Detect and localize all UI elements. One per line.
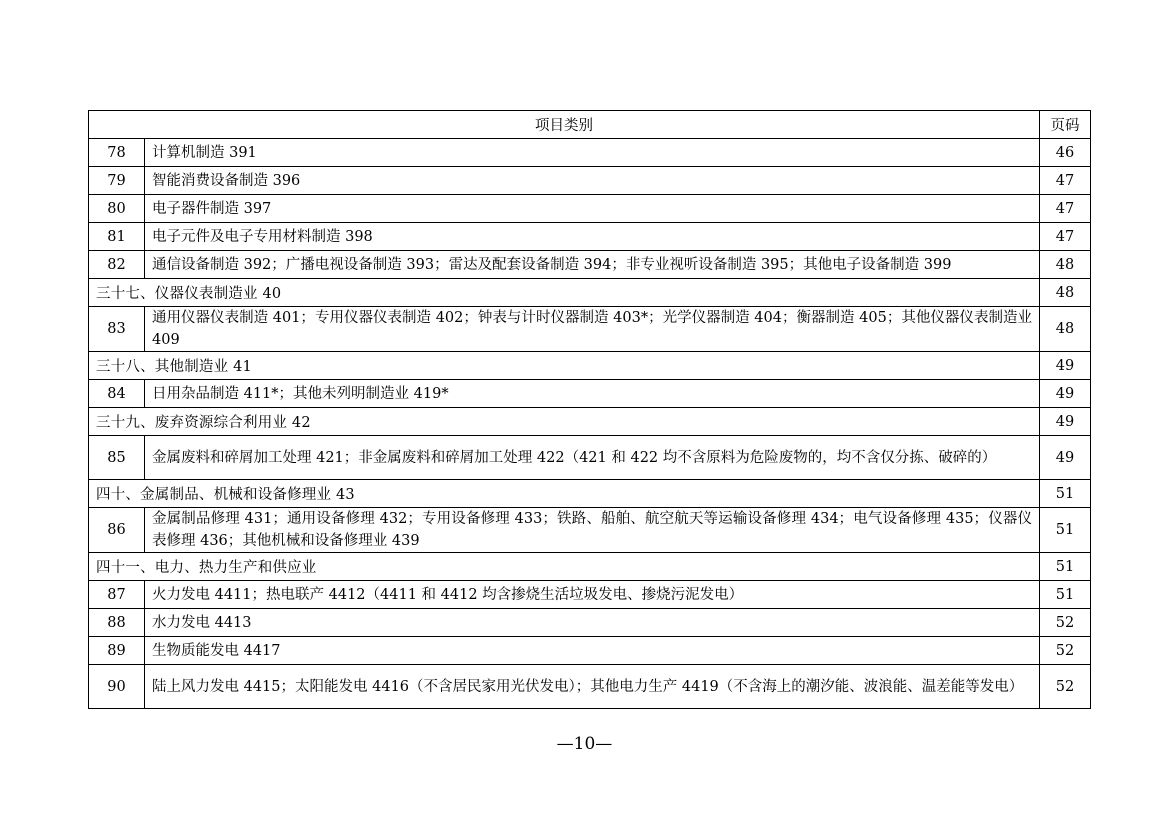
row-page: 49 [1040,352,1091,380]
row-page: 48 [1040,251,1091,279]
row-page: 51 [1040,508,1091,553]
table-row [89,436,1091,480]
row-page: 46 [1040,139,1091,167]
row-description: 智能消费设备制造 396 [145,167,1040,195]
row-description: 水力发电 4413 [145,609,1040,637]
table-row [89,609,1091,637]
section-row [89,408,1091,436]
row-number: 81 [89,223,145,251]
row-page: 49 [1040,436,1091,480]
row-page: 52 [1040,637,1091,665]
row-number: 89 [89,637,145,665]
row-description: 生物质能发电 4417 [145,637,1040,665]
row-number: 79 [89,167,145,195]
row-description: 通用仪器仪表制造 401；专用仪器仪表制造 402；钟表与计时仪器制造 403*；光学仪器制造 404；衡器制造 405；其他仪器仪表制造业 409 [145,307,1040,352]
row-page: 48 [1040,307,1091,352]
row-page: 52 [1040,609,1091,637]
row-page: 47 [1040,223,1091,251]
row-page: 47 [1040,167,1091,195]
row-number: 86 [89,508,145,553]
row-page: 51 [1040,480,1091,508]
row-number: 90 [89,665,145,709]
section-row [89,279,1091,307]
table-row [89,665,1091,709]
page-number: —10— [556,734,613,754]
row-description: 电子元件及电子专用材料制造 398 [145,223,1040,251]
category-header: 项目类别 [89,111,1040,139]
row-number: 80 [89,195,145,223]
row-page: 51 [1040,553,1091,581]
row-description: 计算机制造 391 [145,139,1040,167]
row-description: 日用杂品制造 411*；其他未列明制造业 419* [145,380,1040,408]
table-row [89,581,1091,609]
section-row [89,352,1091,380]
section-title: 三十七、仪器仪表制造业 40 [89,279,1040,307]
row-description: 通信设备制造 392；广播电视设备制造 393；雷达及配套设备制造 394；非专业视听设备制造 395；其他电子设备制造 399 [145,251,1040,279]
section-title: 三十八、其他制造业 41 [89,352,1040,380]
row-page: 51 [1040,581,1091,609]
table-row [89,167,1091,195]
section-title: 四十一、电力、热力生产和供应业 [89,553,1040,581]
row-page: 49 [1040,408,1091,436]
table-row [89,637,1091,665]
catalog-table [88,110,1091,709]
row-number: 85 [89,436,145,480]
table-header-row [89,111,1091,139]
row-description: 电子器件制造 397 [145,195,1040,223]
section-title: 三十九、废弃资源综合利用业 42 [89,408,1040,436]
table-row [89,508,1091,553]
row-page: 52 [1040,665,1091,709]
row-page: 48 [1040,279,1091,307]
row-description: 火力发电 4411；热电联产 4412（4411 和 4412 均含掺烧生活垃圾发电、掺烧污泥发电） [145,581,1040,609]
section-title: 四十、金属制品、机械和设备修理业 43 [89,480,1040,508]
row-description: 陆上风力发电 4415；太阳能发电 4416（不含居民家用光伏发电）；其他电力生产 4419（不含海上的潮汐能、波浪能、温差能等发电） [145,665,1040,709]
row-number: 78 [89,139,145,167]
row-description: 金属制品修理 431；通用设备修理 432；专用设备修理 433；铁路、船舶、航空航天等运输设备修理 434；电气设备修理 435；仪器仪表修理 436；其他机械和设备修理业 439 [145,508,1040,553]
row-description: 金属废料和碎屑加工处理 421；非金属废料和碎屑加工处理 422（421 和 422 均不含原料为危险废物的，均不含仅分拣、破碎的） [145,436,1040,480]
table-row [89,307,1091,352]
table-row [89,195,1091,223]
page-header: 页码 [1040,111,1091,139]
row-number: 83 [89,307,145,352]
row-page: 49 [1040,380,1091,408]
table-row [89,223,1091,251]
table-row [89,251,1091,279]
section-row [89,480,1091,508]
row-number: 88 [89,609,145,637]
row-number: 87 [89,581,145,609]
table-row [89,139,1091,167]
row-page: 47 [1040,195,1091,223]
row-number: 82 [89,251,145,279]
row-number: 84 [89,380,145,408]
section-row [89,553,1091,581]
table-row [89,380,1091,408]
